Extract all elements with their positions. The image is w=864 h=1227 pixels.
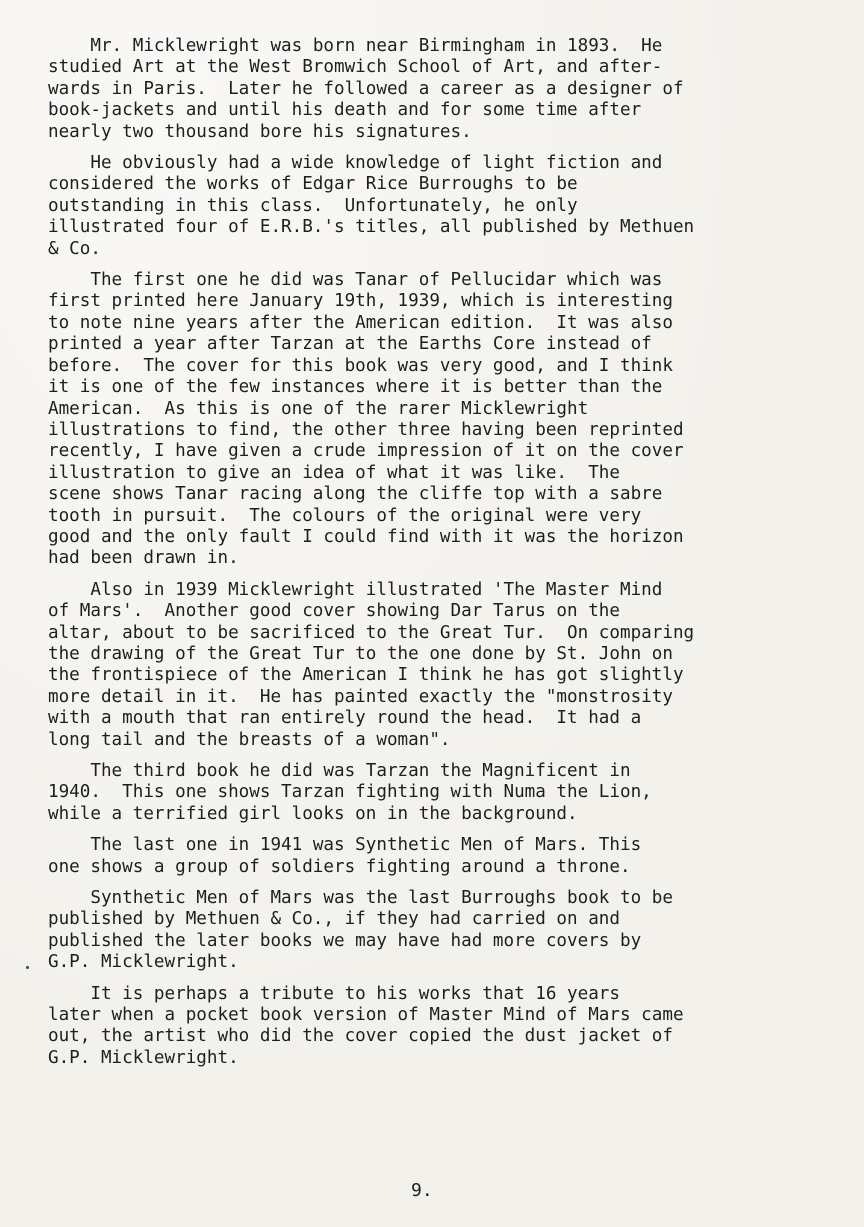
paragraph-synthetic-men: The last one in 1941 was Synthetic Men of Mars. This one shows a group of soldiers fighting around a throne.: [48, 835, 642, 877]
paragraph-master-mind: Also in 1939 Micklewright illustrated 'The Master Mind of Mars'. Another good cover showing Dar Tarus on the altar, about to be sacrificed to the Great Tur. On comparing the drawing of the Great Tur to the one done by St. John on the frontispiece of the American I think he has got slightly more detail in it. He has painted exactly the "monstrosity with a mouth that ran entirely round the head. It had a long tail and the breasts of a woman".: [48, 579, 695, 750]
paragraph-tanar: The first one he did was Tanar of Pellucidar which was first printed here January 19th, 1939, which is interesting to note nine years after the American edition. It was also printed a year after Tarzan at the Earths Core instead of before. The cover for this book was very good, and I think it is one of the few instances where it is better than the American. As this is one of the rarer Micklewright illustrations to find, the other three having been reprinted recently, I have given a crude impression of it on the cover illustration to give an idea of what it was like. The scene shows Tanar racing along the cliffe top with a sabre tooth in pursuit. The colours of the original were very good and the only fault I could find with it was the horizon had been drawn in.: [48, 270, 684, 569]
page-number: 9.: [411, 1180, 433, 1201]
paragraph-tribute: It is perhaps a tribute to his works that 16 years later when a pocket book version of Master Mind of Mars came out, the artist who did the cover copied the dust jacket of G.P. Micklewright.: [48, 983, 684, 1068]
paragraph-last-book: Synthetic Men of Mars was the last Burroughs book to be published by Methuen & Co., if they had carried on and published the later books we may have had more covers by G.P. Micklewright.: [48, 888, 673, 973]
paragraph-knowledge: He obviously had a wide knowledge of light fiction and considered the works of Edgar Rice Burroughs to be outstanding in this class. Unfortunately, he only illustrated four of E.R.B.'s titles, all published by Methuen & Co.: [48, 153, 695, 259]
stray-ink-mark: [26, 966, 29, 969]
paragraph-tarzan-magnificent: The third book he did was Tarzan the Magnificent in 1940. This one shows Tarzan fighting with Numa the Lion, while a terrified girl looks on in the background.: [48, 761, 652, 824]
body-text: [48, 36, 838, 1079]
paragraph-birth: Mr. Micklewright was born near Birmingham in 1893. He studied Art at the West Bromwich School of Art, and after- wards in Paris. Later he followed a career as a designer of book-jackets and until his death and for some time after nearly two thousand bore his signatures.: [48, 36, 684, 142]
